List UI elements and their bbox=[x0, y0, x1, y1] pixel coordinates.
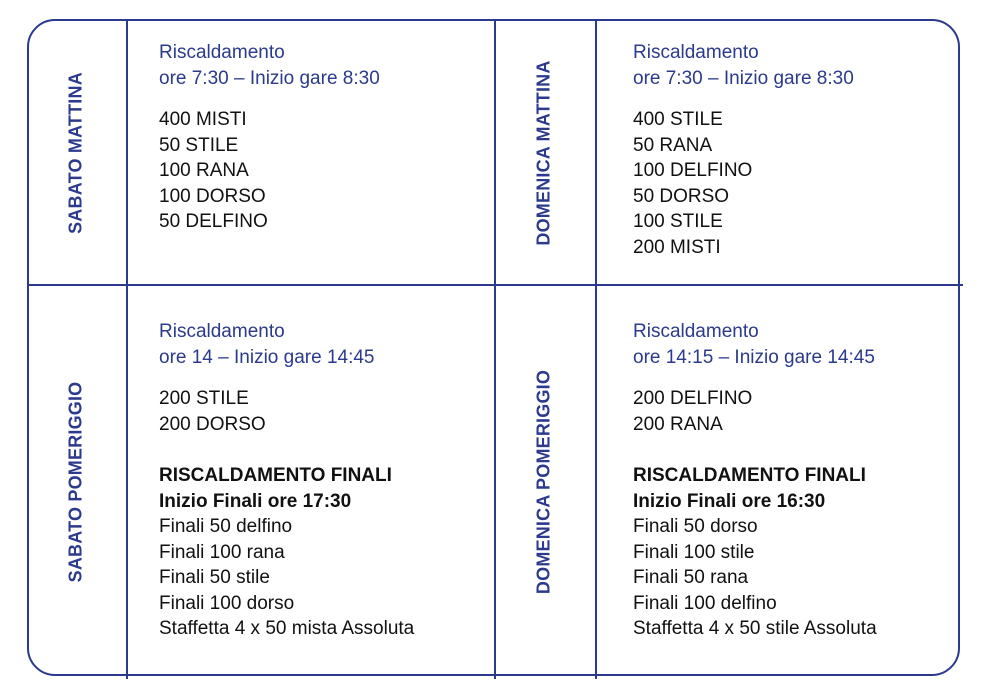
row-divider bbox=[27, 284, 963, 286]
column-divider bbox=[126, 19, 128, 679]
warmup-block bbox=[159, 40, 380, 91]
event-list bbox=[159, 386, 414, 437]
event-item: 100 DORSO bbox=[159, 185, 266, 207]
warmup-title: Riscaldamento bbox=[633, 42, 759, 63]
finals-item: Finali 50 dorso bbox=[633, 516, 758, 537]
warmup-title: Riscaldamento bbox=[633, 321, 759, 342]
finals-header bbox=[159, 463, 414, 514]
label-sabato-pomeriggio: SABATO POMERIGGIO bbox=[65, 381, 86, 583]
event-item: 50 DORSO bbox=[633, 185, 730, 207]
warmup-title: Riscaldamento bbox=[159, 321, 285, 342]
column-divider bbox=[494, 19, 496, 679]
cell-domenica-pomeriggio bbox=[633, 319, 877, 642]
finals-item: Finali 100 dorso bbox=[159, 592, 295, 614]
warmup-title: Riscaldamento bbox=[159, 42, 285, 63]
label-sabato-mattina: SABATO MATTINA bbox=[65, 72, 86, 234]
finals-list bbox=[633, 514, 877, 642]
event-item: 200 STILE bbox=[159, 388, 249, 409]
finals-title: RISCALDAMENTO FINALI bbox=[159, 465, 392, 486]
event-item: 200 DORSO bbox=[159, 413, 266, 435]
event-item: 100 DELFINO bbox=[633, 160, 753, 181]
event-item: 200 MISTI bbox=[633, 236, 721, 258]
finals-item: Finali 100 rana bbox=[159, 541, 285, 563]
label-domenica-pomeriggio: DOMENICA POMERIGGIO bbox=[533, 369, 554, 595]
warmup-schedule: ore 14:15 – Inizio gare 14:45 bbox=[633, 346, 875, 368]
event-item: 400 STILE bbox=[633, 109, 723, 130]
event-item: 100 RANA bbox=[159, 160, 249, 181]
event-item: 50 DELFINO bbox=[159, 211, 268, 232]
finals-start: Inizio Finali ore 17:30 bbox=[159, 490, 352, 512]
finals-item: Finali 100 delfino bbox=[633, 592, 777, 614]
warmup-schedule: ore 14 – Inizio gare 14:45 bbox=[159, 346, 375, 368]
cell-sabato-pomeriggio bbox=[159, 319, 414, 642]
event-item: 50 STILE bbox=[159, 134, 239, 156]
warmup-schedule: ore 7:30 – Inizio gare 8:30 bbox=[633, 67, 854, 89]
event-item: 200 RANA bbox=[633, 413, 723, 435]
finals-item: Finali 100 stile bbox=[633, 541, 755, 563]
event-list bbox=[159, 107, 380, 235]
warmup-block bbox=[633, 40, 854, 91]
cell-sabato-mattina bbox=[159, 40, 380, 235]
warmup-block bbox=[633, 319, 877, 370]
warmup-schedule: ore 7:30 – Inizio gare 8:30 bbox=[159, 67, 380, 89]
cell-domenica-mattina bbox=[633, 40, 854, 260]
finals-header bbox=[633, 463, 877, 514]
finals-item: Finali 50 delfino bbox=[159, 516, 293, 537]
event-item: 200 DELFINO bbox=[633, 388, 753, 409]
finals-item: Staffetta 4 x 50 stile Assoluta bbox=[633, 618, 877, 639]
label-domenica-mattina: DOMENICA MATTINA bbox=[533, 60, 554, 246]
event-item: 100 STILE bbox=[633, 211, 723, 232]
finals-item: Staffetta 4 x 50 mista Assoluta bbox=[159, 618, 415, 639]
finals-item: Finali 50 rana bbox=[633, 567, 749, 588]
event-list bbox=[633, 386, 877, 437]
finals-start: Inizio Finali ore 16:30 bbox=[633, 490, 826, 512]
event-item: 50 RANA bbox=[633, 134, 713, 156]
warmup-block bbox=[159, 319, 414, 370]
event-list bbox=[633, 107, 854, 260]
column-divider bbox=[595, 19, 597, 679]
finals-title: RISCALDAMENTO FINALI bbox=[633, 465, 866, 486]
finals-list bbox=[159, 514, 414, 642]
event-item: 400 MISTI bbox=[159, 109, 247, 130]
finals-item: Finali 50 stile bbox=[159, 567, 270, 588]
